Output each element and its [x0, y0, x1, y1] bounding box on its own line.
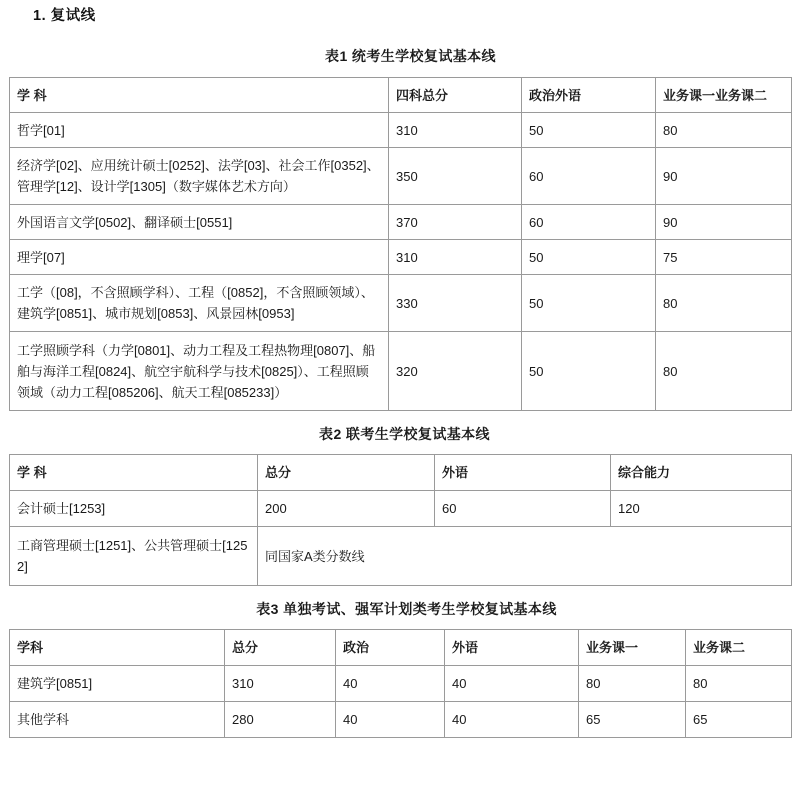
table-row	[10, 527, 792, 586]
table-row	[10, 491, 792, 527]
cell-major-courses: 75	[656, 240, 792, 275]
cell-course2: 80	[686, 666, 792, 702]
cell-total: 320	[389, 332, 522, 411]
cell-major-courses: 90	[656, 205, 792, 240]
cell-foreign: 60	[435, 491, 611, 527]
column-header-subject: 学 科	[10, 78, 389, 113]
table-independent-military-exam-scores	[9, 629, 792, 738]
cell-total: 200	[258, 491, 435, 527]
cell-politics-foreign: 50	[522, 275, 656, 332]
cell-comprehensive: 120	[611, 491, 792, 527]
cell-politics-foreign: 60	[522, 205, 656, 240]
column-header-politics-foreign: 政治外语	[522, 78, 656, 113]
cell-politics-foreign: 50	[522, 332, 656, 411]
cell-subject: 工学（[08]，不含照顾学科）、工程（[0852]，不含照顾领域）、建筑学[0851]、城市规划[0853]、风景园林[0953]	[10, 275, 389, 332]
cell-subject: 理学[07]	[10, 240, 389, 275]
cell-subject: 会计硕士[1253]	[10, 491, 258, 527]
column-header-course2: 业务课二	[686, 630, 792, 666]
column-header-subject: 学 科	[10, 455, 258, 491]
cell-total: 330	[389, 275, 522, 332]
table-row	[10, 275, 792, 332]
cell-total: 350	[389, 148, 522, 205]
table-row	[10, 332, 792, 411]
column-header-comprehensive: 综合能力	[611, 455, 792, 491]
cell-foreign: 40	[445, 702, 579, 738]
table2-caption: 表2 联考生学校复试基本线	[319, 426, 490, 442]
cell-total: 370	[389, 205, 522, 240]
column-header-total: 四科总分	[389, 78, 522, 113]
cell-course2: 65	[686, 702, 792, 738]
cell-merged-note: 同国家A类分数线	[258, 527, 792, 586]
cell-major-courses: 80	[656, 332, 792, 411]
column-header-course1: 业务课一	[579, 630, 686, 666]
cell-course1: 80	[579, 666, 686, 702]
table-row	[10, 205, 792, 240]
cell-subject: 哲学[01]	[10, 113, 389, 148]
page-title: 1. 复试线	[33, 8, 96, 24]
cell-subject: 建筑学[0851]	[10, 666, 225, 702]
cell-subject: 经济学[02]、应用统计硕士[0252]、法学[03]、社会工作[0352]、管理学[12]、设计学[1305]（数字媒体艺术方向）	[10, 148, 389, 205]
cell-total: 310	[389, 240, 522, 275]
column-header-foreign: 外语	[435, 455, 611, 491]
table3-caption: 表3 单独考试、强军计划类考生学校复试基本线	[256, 601, 557, 617]
table-statutory-exam-scores	[9, 77, 792, 411]
cell-major-courses: 80	[656, 275, 792, 332]
cell-course1: 65	[579, 702, 686, 738]
cell-major-courses: 90	[656, 148, 792, 205]
table-row	[10, 702, 792, 738]
cell-total: 280	[225, 702, 336, 738]
cell-subject: 工商管理硕士[1251]、公共管理硕士[1252]	[10, 527, 258, 586]
cell-politics: 40	[336, 702, 445, 738]
column-header-total: 总分	[258, 455, 435, 491]
cell-major-courses: 80	[656, 113, 792, 148]
table-row	[10, 666, 792, 702]
column-header-foreign: 外语	[445, 630, 579, 666]
cell-politics: 40	[336, 666, 445, 702]
cell-subject: 外国语言文学[0502]、翻译硕士[0551]	[10, 205, 389, 240]
table-joint-exam-scores	[9, 454, 792, 586]
cell-total: 310	[225, 666, 336, 702]
column-header-major-courses: 业务课一业务课二	[656, 78, 792, 113]
table-header-row	[10, 78, 792, 113]
table-row	[10, 113, 792, 148]
table-row	[10, 240, 792, 275]
cell-politics-foreign: 60	[522, 148, 656, 205]
cell-total: 310	[389, 113, 522, 148]
table-header-row	[10, 630, 792, 666]
cell-politics-foreign: 50	[522, 113, 656, 148]
cell-subject: 工学照顾学科（力学[0801]、动力工程及工程热物理[0807]、船舶与海洋工程[0824]、航空宇航科学与技术[0825]）、工程照顾领域（动力工程[085206]、航天工程[085233]）	[10, 332, 389, 411]
column-header-total: 总分	[225, 630, 336, 666]
table1-caption: 表1 统考生学校复试基本线	[325, 48, 496, 64]
cell-politics-foreign: 50	[522, 240, 656, 275]
column-header-politics: 政治	[336, 630, 445, 666]
table-header-row	[10, 455, 792, 491]
table-row	[10, 148, 792, 205]
cell-subject: 其他学科	[10, 702, 225, 738]
column-header-subject: 学科	[10, 630, 225, 666]
cell-foreign: 40	[445, 666, 579, 702]
